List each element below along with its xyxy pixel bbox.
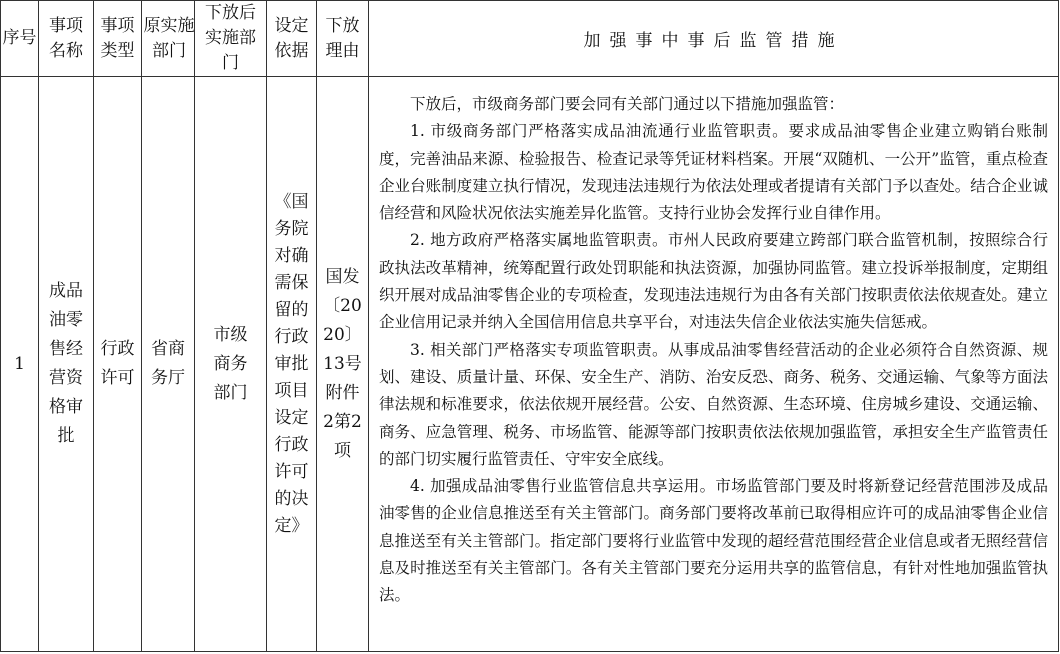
header-reason: 下放理由 <box>317 1 369 77</box>
measure-item-4: 4. 加强成品油零售行业监管信息共享运用。市场监管部门要及时将新登记经营范围涉及成品油零售的企业信息推送至有关主管部门。商务部门要将改革前已取得相应许可的成品油零售企业信息推送至有关主管部门。指定部门要将行业监管中发现的超经营范围经营企业信息或者无照经营信息及时推送至有关主管部门。各有关主管部门要充分运用共享的监管信息，有针对性地加强监管执法。 <box>379 477 1048 605</box>
header-type: 事项类型 <box>94 1 142 77</box>
measure-item-2: 2. 地方政府严格落实属地监管职责。市州人民政府要建立跨部门联合监管机制，按照综合行政执法改革精神，统筹配置行政处罚职能和执法资源，加强协同监管。建立投诉举报制度，定期组织开展对成品油零售企业的专项检查，发现违法违规行为由各有关部门按职责依法依规查处。建立企业信用记录并纳入全国信用信息共享平台，对违法失信企业依法实施失信惩戒。 <box>379 231 1048 332</box>
measure-item-3: 3. 相关部门严格落实专项监管职责。从事成品油零售经营活动的企业必须符合自然资源、规划、建设、质量计量、环保、安全生产、消防、治安反恐、商务、税务、交通运输、气象等方面法律法规和标准要求，依法依规开展经营。公安、自然资源、生态环境、住房城乡建设、交通运输、商务、应急管理、税务、市场监管、能源等部门按职责依法依规加强监管，承担安全生产监管责任的部门切实履行监管责任、守牢安全底线。 <box>379 340 1048 468</box>
cell-orig-dept: 省商务厅 <box>142 77 195 652</box>
header-name: 事项名称 <box>39 1 94 77</box>
header-orig-dept: 原实施部门 <box>142 1 195 77</box>
header-row <box>1 1 1059 77</box>
cell-name: 成品油零售经营资格审批 <box>39 77 94 652</box>
header-measures: 加强事中事后监管措施 <box>369 1 1059 77</box>
measure-item-1: 1. 市级商务部门严格落实成品油流通行业监管职责。要求成品油零售企业建立购销台账制度，完善油品来源、检验报告、检查记录等凭证材料档案。开展“双随机、一公开”监管，重点检查企业台账制度建立执行情况，发现违法违规行为依法处理或者提请有关部门予以查处。结合企业诚信经营和风险状况依法实施差异化监管。支持行业协会发挥行业自律作用。 <box>379 122 1048 223</box>
measures-intro: 下放后，市级商务部门要会同有关部门通过以下措施加强监管： <box>410 95 845 113</box>
cell-measures <box>369 77 1059 652</box>
cell-new-dept: 市级商务部门 <box>195 77 267 652</box>
cell-type: 行政许可 <box>94 77 142 652</box>
header-new-dept: 下放后实施部门 <box>195 1 267 77</box>
table-row <box>1 77 1059 652</box>
measures-text <box>369 77 1058 618</box>
cell-seq: 1 <box>1 77 39 652</box>
cell-reason: 国发〔2020〕13号附件2第2项 <box>317 77 369 652</box>
cell-basis: 《国务院对确需保留的行政审批项目设定行政许可的决定》 <box>267 77 317 652</box>
header-seq: 序号 <box>1 1 39 77</box>
header-basis: 设定依据 <box>267 1 317 77</box>
